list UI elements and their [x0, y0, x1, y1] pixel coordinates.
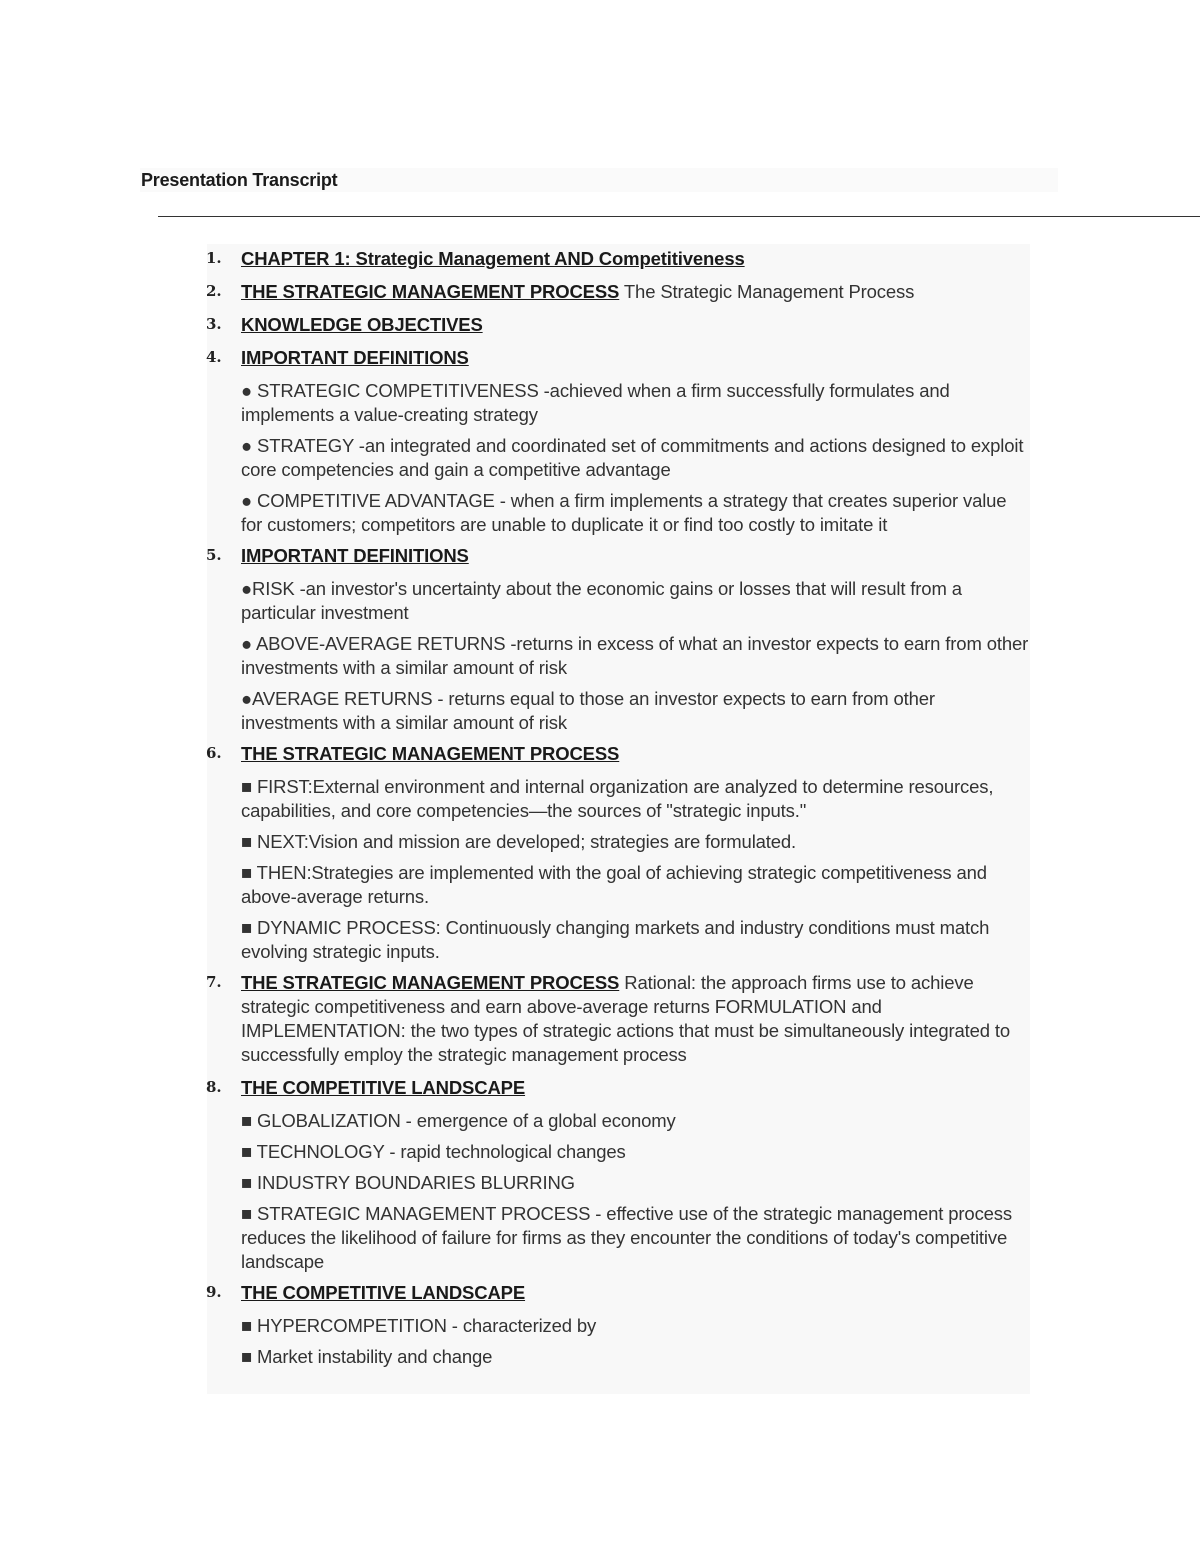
slide-number: 6. — [206, 744, 222, 762]
slide-number: 9. — [206, 1283, 222, 1301]
slide-bullet-point: ■ STRATEGIC MANAGEMENT PROCESS - effective use of the strategic management process reduces the likelihood of failure for firms as they encounter the conditions of today's competitive landscape — [241, 1203, 1013, 1272]
slide-heading: THE STRATEGIC MANAGEMENT PROCESS — [241, 972, 620, 993]
slide-bullet-point: ● STRATEGIC COMPETITIVENESS -achieved when a firm successfully formulates and implements a value-creating strategy — [241, 380, 950, 425]
slide-item — [0, 313, 1030, 337]
slide-heading-line — [241, 1281, 1030, 1305]
slide-heading-line — [241, 346, 1030, 370]
slide-heading: THE COMPETITIVE LANDSCAPE — [241, 1282, 526, 1303]
slide-heading-line — [241, 280, 1030, 304]
slide-heading-line — [241, 1076, 1030, 1100]
slide-item — [0, 247, 1030, 271]
slide-heading: CHAPTER 1: Strategic Management AND Competitiveness — [241, 248, 745, 269]
slide-item — [0, 346, 1030, 537]
slide-item — [0, 544, 1030, 735]
slide-item — [0, 1281, 1030, 1369]
slide-heading: IMPORTANT DEFINITIONS — [241, 545, 469, 566]
slide-number: 1. — [206, 249, 222, 267]
slide-heading-line — [241, 544, 1030, 568]
slide-heading-line — [241, 313, 1030, 337]
slide-bullet-point: ■ THEN:Strategies are implemented with the goal of achieving strategic competitiveness and above-average returns. — [241, 862, 987, 907]
slide-bullet-point: ■ GLOBALIZATION - emergence of a global economy — [241, 1110, 676, 1131]
slide-number: 3. — [206, 315, 222, 333]
slide-item — [0, 1076, 1030, 1274]
transcript-list — [0, 247, 1030, 1369]
horizontal-divider — [158, 216, 1200, 217]
slide-number: 2. — [206, 282, 222, 300]
slide-heading: THE STRATEGIC MANAGEMENT PROCESS — [241, 281, 620, 302]
slide-heading-line — [241, 971, 1030, 1067]
slide-bullet-point: ●AVERAGE RETURNS - returns equal to those an investor expects to earn from other investments with a similar amount of risk — [241, 688, 935, 733]
slide-bullet-point: ■ DYNAMIC PROCESS: Continuously changing markets and industry conditions must match evolving strategic inputs. — [241, 917, 990, 962]
slide-number: 7. — [206, 973, 222, 991]
slide-bullet-point: ● STRATEGY -an integrated and coordinated set of commitments and actions designed to exploit core competencies and gain a competitive advantage — [241, 435, 1024, 480]
slide-number: 8. — [206, 1078, 222, 1096]
slide-bullet-point: ■ Market instability and change — [241, 1346, 493, 1367]
slide-item — [0, 742, 1030, 964]
slide-heading: THE STRATEGIC MANAGEMENT PROCESS — [241, 743, 620, 764]
slide-heading-line — [241, 742, 1030, 766]
slide-inline-text: The Strategic Management Process — [619, 281, 915, 302]
slide-bullet-point: ■ NEXT:Vision and mission are developed; strategies are formulated. — [241, 831, 797, 852]
slide-bullet-point: ■ HYPERCOMPETITION - characterized by — [241, 1315, 597, 1336]
slide-heading-line — [241, 247, 1030, 271]
slide-bullet-point: ■ TECHNOLOGY - rapid technological changes — [241, 1141, 626, 1162]
slide-heading: THE COMPETITIVE LANDSCAPE — [241, 1077, 526, 1098]
slide-bullet-point: ● ABOVE-AVERAGE RETURNS -returns in excess of what an investor expects to earn from other investments with a similar amount of risk — [241, 633, 1029, 678]
slide-heading: IMPORTANT DEFINITIONS — [241, 347, 469, 368]
slide-bullet-point: ●RISK -an investor's uncertainty about the economic gains or losses that will result from a particular investment — [241, 578, 962, 623]
slide-inline-text: Rational: the approach firms use to achieve strategic competitiveness and earn above-average returns FORMULATION and IMPLEMENTATION: the two types of strategic actions that must be simultaneously integrated to successfully employ the strategic management process — [241, 972, 1011, 1065]
slide-bullet-point: ■ FIRST:External environment and internal organization are analyzed to determine resources, capabilities, and core competencies—the sources of "strategic inputs." — [241, 776, 994, 821]
slide-heading: KNOWLEDGE OBJECTIVES — [241, 314, 483, 335]
slide-number: 5. — [206, 546, 222, 564]
document-title: Presentation Transcript — [141, 170, 338, 190]
slide-number: 4. — [206, 348, 222, 366]
slide-item — [0, 971, 1030, 1067]
slide-item — [0, 280, 1030, 304]
slide-bullet-point: ■ INDUSTRY BOUNDARIES BLURRING — [241, 1172, 575, 1193]
slide-bullet-point: ● COMPETITIVE ADVANTAGE - when a firm implements a strategy that creates superior value for customers; competitors are unable to duplicate it or find too costly to imitate it — [241, 490, 1007, 535]
